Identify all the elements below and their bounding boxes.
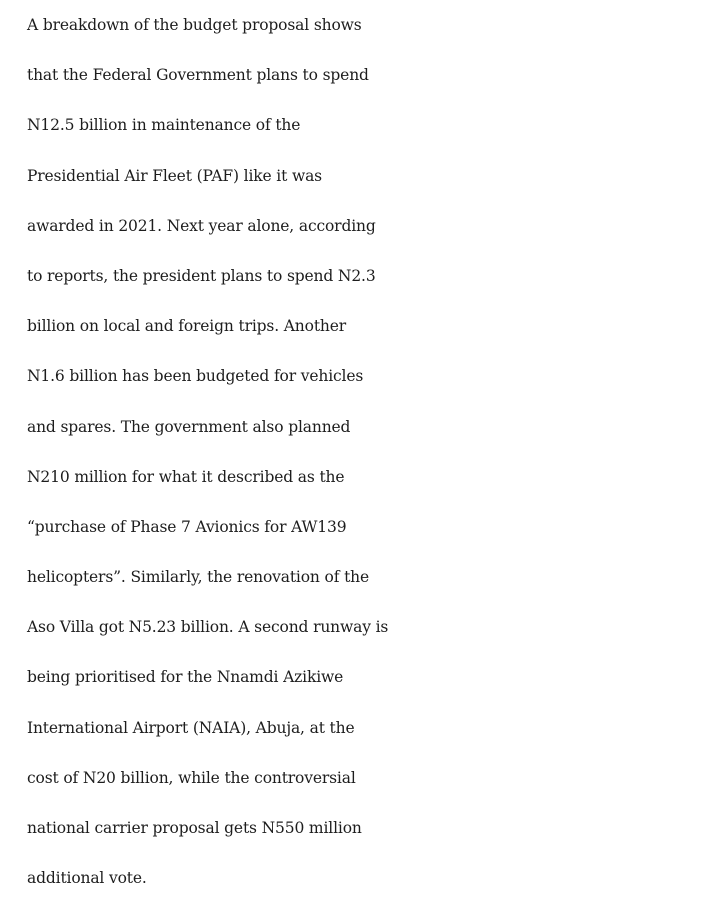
article-paragraph <box>27 0 705 903</box>
paragraph-line: national carrier proposal gets N550 million <box>27 819 362 837</box>
paragraph-line: helicopters”. Similarly, the renovation of the <box>27 568 370 587</box>
paragraph-line: Presidential Air Fleet (PAF) like it was <box>27 166 322 185</box>
paragraph-line: N12.5 billion in maintenance of the <box>27 116 301 135</box>
paragraph-line: N210 million for what it described as the <box>27 467 345 486</box>
paragraph-line: to reports, the president plans to spend N2.3 <box>27 266 376 285</box>
paragraph-line: Aso Villa got N5.23 billion. A second runway is <box>27 618 389 637</box>
paragraph-line: billion on local and foreign trips. Another <box>27 317 347 336</box>
paragraph-line: A breakdown of the budget proposal shows <box>27 16 362 34</box>
paragraph-line: that the Federal Government plans to spend <box>27 66 369 85</box>
paragraph-line: being prioritised for the Nnamdi Azikiwe <box>27 668 344 687</box>
paragraph-line: awarded in 2021. Next year alone, according <box>27 216 376 235</box>
paragraph-line: and spares. The government also planned <box>27 417 351 436</box>
paragraph-line: International Airport (NAIA), Abuja, at the <box>27 718 355 737</box>
paragraph-line: “purchase of Phase 7 Avionics for AW139 <box>27 517 347 536</box>
paragraph-line: N1.6 billion has been budgeted for vehicles <box>27 367 364 386</box>
paragraph-line: cost of N20 billion, while the controversial <box>27 768 356 787</box>
paragraph-line: additional vote. <box>27 869 147 888</box>
